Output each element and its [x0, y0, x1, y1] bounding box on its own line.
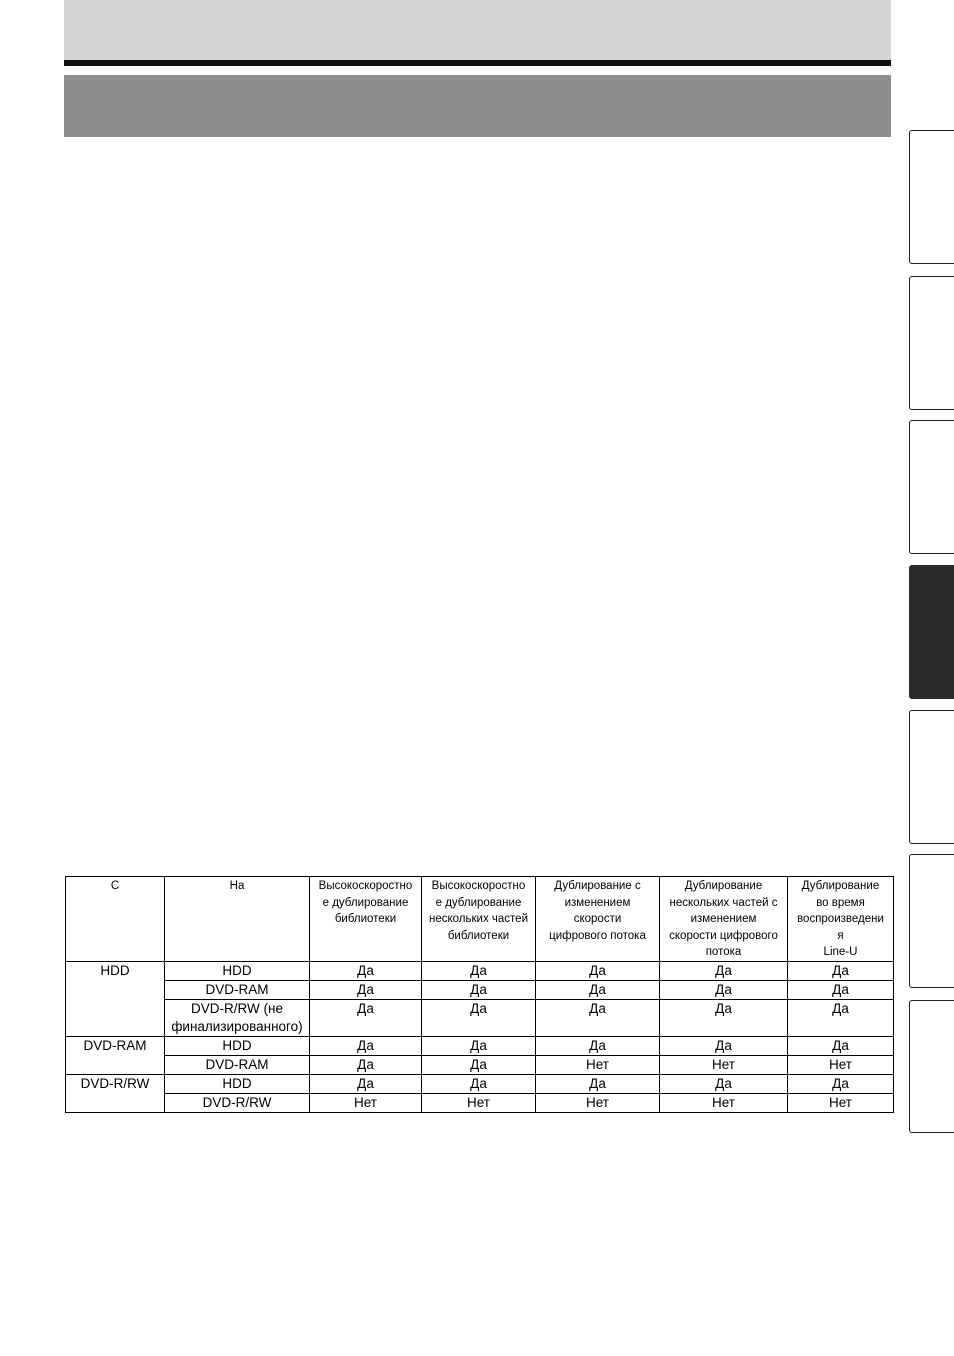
- header-to: На: [165, 877, 310, 962]
- value-cell: Да: [660, 1074, 788, 1093]
- table-row: [66, 1055, 894, 1074]
- value-cell: Нет: [536, 1093, 660, 1112]
- value-cell: Да: [536, 980, 660, 999]
- table-header-row: [66, 877, 894, 962]
- value-cell: Нет: [660, 1093, 788, 1112]
- from-cell-dvd-ram: DVD-RAM: [66, 1036, 165, 1074]
- value-cell: Да: [660, 980, 788, 999]
- value-cell: Да: [788, 961, 894, 980]
- value-cell: Да: [310, 1036, 422, 1055]
- to-cell: HDD: [165, 1074, 310, 1093]
- side-tab-1: [909, 130, 954, 264]
- value-cell: Да: [422, 961, 536, 980]
- table-row: [66, 961, 894, 980]
- side-tab-7: [909, 1000, 954, 1133]
- header-high-speed-multi-library: Высокоскоростно е дублирование нескольких частей библиотеки: [422, 877, 536, 962]
- value-cell: Да: [788, 980, 894, 999]
- header-multi-bitrate-change: Дублирование нескольких частей с изменением скорости цифрового потока: [660, 877, 788, 962]
- to-cell: DVD-RAM: [165, 980, 310, 999]
- value-cell: Да: [310, 1055, 422, 1074]
- value-cell: Да: [788, 1074, 894, 1093]
- side-tab-3: [909, 420, 954, 554]
- dubbing-compatibility-table: [65, 876, 894, 1113]
- value-cell: Нет: [660, 1055, 788, 1074]
- to-cell: HDD: [165, 1036, 310, 1055]
- header-line-u-playback: Дублирование во время воспроизведени я Line-U: [788, 877, 894, 962]
- value-cell: Нет: [536, 1055, 660, 1074]
- value-cell: Да: [310, 980, 422, 999]
- side-tab-6: [909, 854, 954, 988]
- value-cell: Да: [422, 980, 536, 999]
- value-cell: Да: [788, 999, 894, 1036]
- value-cell: Да: [536, 1036, 660, 1055]
- value-cell: Да: [422, 1055, 536, 1074]
- from-cell-dvd-r-rw: DVD-R/RW: [66, 1074, 165, 1112]
- top-header-band: [64, 0, 891, 60]
- table-row: [66, 1093, 894, 1112]
- header-from: С: [66, 877, 165, 962]
- to-cell: DVD-R/RW: [165, 1093, 310, 1112]
- table-row: [66, 1036, 894, 1055]
- to-cell: HDD: [165, 961, 310, 980]
- side-tab-4-active: [909, 565, 954, 699]
- header-high-speed-library: Высокоскоростно е дублирование библиотеки: [310, 877, 422, 962]
- value-cell: Да: [536, 1074, 660, 1093]
- value-cell: Нет: [310, 1093, 422, 1112]
- value-cell: Да: [310, 999, 422, 1036]
- side-tab-5: [909, 710, 954, 844]
- from-cell-hdd: HDD: [66, 961, 165, 1036]
- value-cell: Да: [660, 999, 788, 1036]
- value-cell: Нет: [788, 1055, 894, 1074]
- to-cell: DVD-R/RW (не финализированного): [165, 999, 310, 1036]
- to-cell: DVD-RAM: [165, 1055, 310, 1074]
- side-tab-2: [909, 276, 954, 410]
- value-cell: Да: [422, 1074, 536, 1093]
- value-cell: Да: [310, 961, 422, 980]
- value-cell: Да: [536, 961, 660, 980]
- value-cell: Да: [788, 1036, 894, 1055]
- value-cell: Нет: [788, 1093, 894, 1112]
- value-cell: Да: [422, 1036, 536, 1055]
- value-cell: Нет: [422, 1093, 536, 1112]
- table-row: [66, 980, 894, 999]
- value-cell: Да: [660, 961, 788, 980]
- value-cell: Да: [310, 1074, 422, 1093]
- value-cell: Да: [536, 999, 660, 1036]
- header-rule: [64, 60, 891, 66]
- value-cell: Да: [660, 1036, 788, 1055]
- value-cell: Да: [422, 999, 536, 1036]
- table-row: [66, 999, 894, 1036]
- header-bitrate-change: Дублирование с изменением скорости цифрового потока: [536, 877, 660, 962]
- table-row: [66, 1074, 894, 1093]
- section-title-band: [64, 75, 891, 137]
